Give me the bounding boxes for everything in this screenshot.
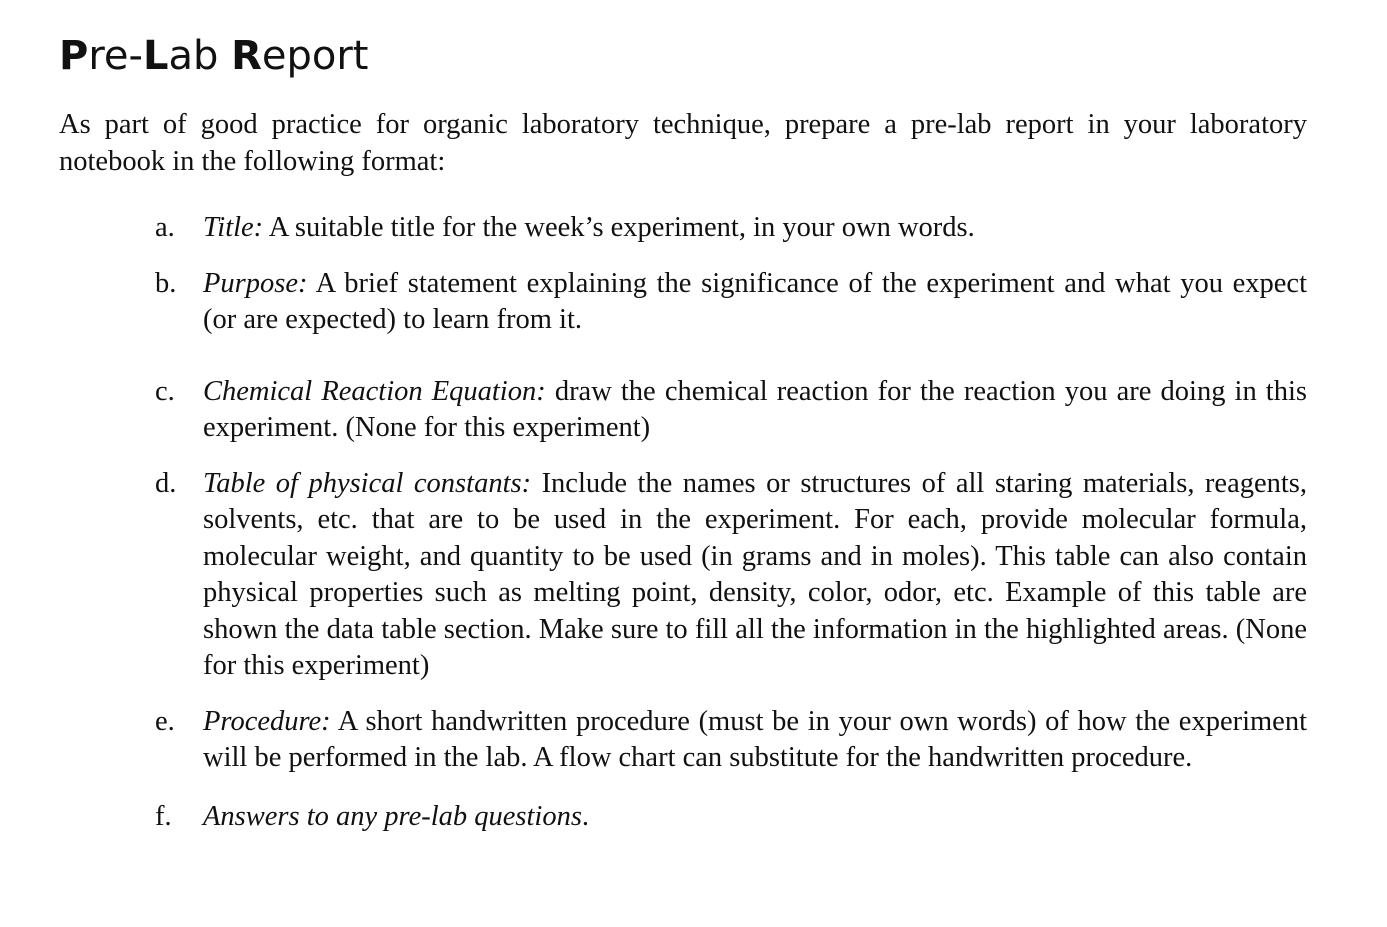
item-text: A short handwritten procedure (must be in your own words) of how the experiment will be performed in the lab. A flow chart can substitute for the handwritten procedure. xyxy=(203,705,1307,773)
list-marker: f. xyxy=(155,800,172,832)
list-marker: b. xyxy=(155,267,177,299)
list-item-procedure xyxy=(59,704,1307,777)
list-item-prelab-questions xyxy=(59,799,1307,836)
page-title xyxy=(59,30,1307,82)
list-marker: e. xyxy=(155,705,175,737)
item-label: Answers to any pre-lab questions xyxy=(203,800,582,832)
title-part-P: P xyxy=(59,33,89,79)
item-label: Table of physical constants: xyxy=(203,467,532,499)
item-text: . xyxy=(581,800,590,832)
list-marker: c. xyxy=(155,375,175,407)
title-part-L: L xyxy=(142,33,169,79)
list-marker: d. xyxy=(155,467,177,499)
item-text: A brief statement explaining the significance of the experiment and what you expect (or are expected) to learn from it. xyxy=(203,267,1307,335)
list-item-chemical-reaction xyxy=(59,374,1307,447)
list-item-purpose xyxy=(59,266,1307,339)
item-text: draw the chemical reaction for the reaction you are doing in this experiment. (None for this experiment) xyxy=(203,375,1307,443)
item-label: Title: xyxy=(203,212,264,243)
list-marker: a. xyxy=(155,212,175,243)
item-text: Include the names or structures of all staring materials, reagents, solvents, etc. that are to be used in the experiment. For each, provide molecular formula, molecular weight, and quantity to be used (in grams and in moles). This table can also contain physical properties such as melting point, density, color, odor, etc. Example of this table are shown the data table section. Make sure to fill all the information in the highlighted areas. (None for this experiment) xyxy=(203,467,1308,681)
title-part-ab: ab xyxy=(168,33,232,79)
document-page xyxy=(59,30,1307,835)
title-part-eport: eport xyxy=(261,33,369,79)
title-part-re: re- xyxy=(88,33,143,79)
title-part-R: R xyxy=(231,33,262,79)
list-item-physical-constants xyxy=(59,466,1307,685)
item-text: A suitable title for the week’s experiment, in your own words. xyxy=(263,212,975,243)
item-label: Chemical Reaction Equation: xyxy=(203,375,546,407)
item-label: Procedure: xyxy=(203,705,331,737)
list-item-title xyxy=(59,210,1307,247)
report-format-list xyxy=(59,210,1307,835)
item-label: Purpose: xyxy=(203,267,308,299)
intro-paragraph: As part of good practice for organic laboratory technique, prepare a pre-lab report in your laboratory notebook in the following format: xyxy=(59,109,1307,177)
